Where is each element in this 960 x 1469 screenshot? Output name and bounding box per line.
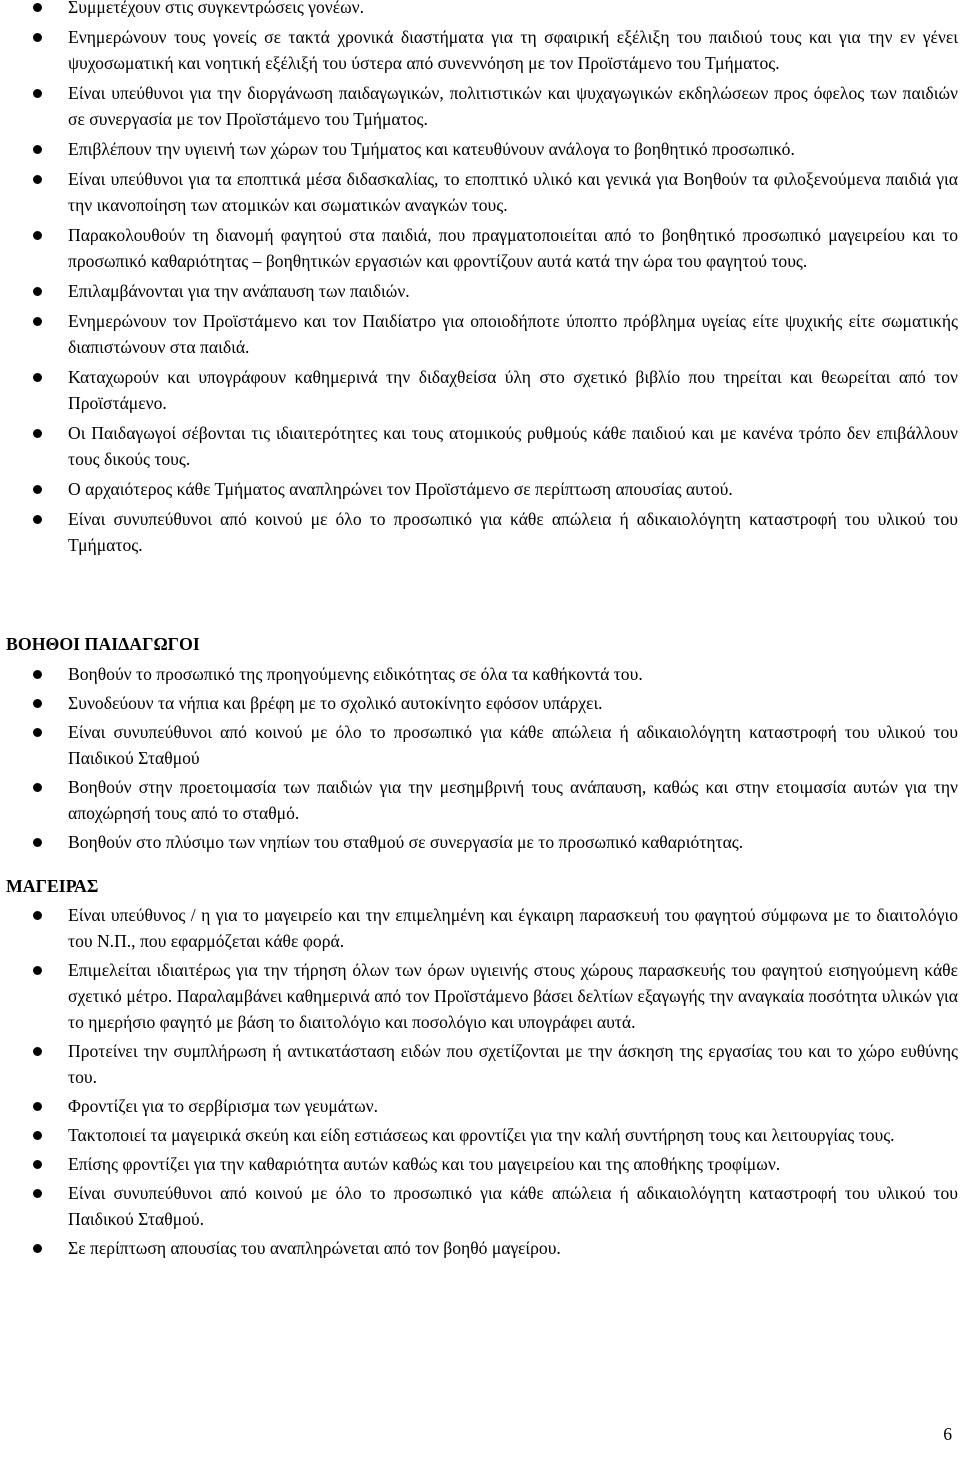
bullet-icon <box>33 1189 42 1198</box>
bullet-icon <box>33 911 42 920</box>
list-item-text: Είναι υπεύθυνοι για τα εποπτικά μέσα διδασκαλίας, το εποπτικό υλικό και γενικά για Βοηθούν τα φιλοξενούμενα παιδιά για την ικανοποίηση των ατομικών και σωματικών αναγκών τους. <box>68 169 958 215</box>
list-item <box>0 166 960 218</box>
list-item-text: Είναι συνυπεύθυνοι από κοινού με όλο το προσωπικό για κάθε απώλεια ή αδικαιολόγητη καταστροφή του υλικού του Τμήματος. <box>68 509 958 555</box>
list-item-text: Επιβλέπουν την υγιεινή των χώρων του Τμήματος και κατευθύνουν ανάλογα το βοηθητικό προσωπικό. <box>68 139 795 159</box>
list-item-text: Ενημερώνουν τον Προϊστάμενο και τον Παιδίατρο για οποιοδήποτε ύποπτο πρόβλημα υγείας είτε ψυχικής είτε σωματικής διαπιστώνουν στα παιδιά. <box>68 311 958 357</box>
list-item-text: Είναι συνυπεύθυνοι από κοινού με όλο το προσωπικό για κάθε απώλεια ή αδικαιολόγητη καταστροφή του υλικού του Παιδικού Σταθμού. <box>68 1183 958 1229</box>
list-item-text: Επίσης φροντίζει για την καθαριότητα αυτών καθώς και του μαγειρείου και της αποθήκης τροφίμων. <box>68 1154 781 1174</box>
list-item-text: Συμμετέχουν στις συγκεντρώσεις γονέων. <box>68 0 365 17</box>
list-item-text: Καταχωρούν και υπογράφουν καθημερινά την διδαχθείσα ύλη στο σχετικό βιβλίο που τηρείται και θεωρείται από τον Προϊστάμενο. <box>68 367 958 413</box>
list-item <box>0 902 960 954</box>
bullet-icon <box>33 145 42 154</box>
list-item <box>0 80 960 132</box>
bullet-icon <box>33 1160 42 1169</box>
list-item-text: Τακτοποιεί τα μαγειρικά σκεύη και είδη εστιάσεως και φροντίζει για την καλή συντήρηση τους και λειτουργίας τους. <box>68 1125 895 1145</box>
bullet-icon <box>33 429 42 438</box>
bullet-icon <box>33 728 42 737</box>
list-item <box>0 278 960 304</box>
list-item <box>0 476 960 502</box>
list-item <box>0 1038 960 1090</box>
list-item <box>0 0 960 20</box>
list-item <box>0 222 960 274</box>
list-item <box>0 24 960 76</box>
bullet-icon <box>33 317 42 326</box>
bullet-list <box>0 902 960 1261</box>
list-item-text: Είναι υπεύθυνοι για την διοργάνωση παιδαγωγικών, πολιτιστικών και ψυχαγωγικών εκδηλώσεων προς όφελος των παιδιών σε συνεργασία με τον Προϊστάμενο του Τμήματος. <box>68 83 958 129</box>
bullet-list <box>0 0 960 558</box>
list-item-text: Ο αρχαιότερος κάθε Τμήματος αναπληρώνει τον Προϊστάμενο σε περίπτωση απουσίας αυτού. <box>68 479 733 499</box>
bullet-icon <box>33 515 42 524</box>
list-item <box>0 1093 960 1119</box>
list-item <box>0 506 960 558</box>
bullet-icon <box>33 373 42 382</box>
bullet-icon <box>33 838 42 847</box>
bullet-icon <box>33 966 42 975</box>
list-item-text: Φροντίζει για το σερβίρισμα των γευμάτων. <box>68 1096 379 1116</box>
list-item-text: Είναι συνυπεύθυνοι από κοινού με όλο το προσωπικό για κάθε απώλεια ή αδικαιολόγητη καταστροφή του υλικού του Παιδικού Σταθμού <box>68 722 958 768</box>
section-cook-list <box>0 902 960 1261</box>
list-item-text: Βοηθούν το προσωπικό της προηγούμενης ειδικότητας σε όλα τα καθήκοντά του. <box>68 664 643 684</box>
bullet-icon <box>33 783 42 792</box>
page-number: 6 <box>943 1424 952 1444</box>
list-item <box>0 774 960 826</box>
bullet-icon <box>33 175 42 184</box>
bullet-icon <box>33 1102 42 1111</box>
bullet-icon <box>33 485 42 494</box>
list-item <box>0 136 960 162</box>
section-duties-list <box>0 0 960 558</box>
bullet-icon <box>33 670 42 679</box>
bullet-icon <box>33 3 42 12</box>
list-item <box>0 1180 960 1232</box>
bullet-icon <box>33 33 42 42</box>
list-item <box>0 957 960 1035</box>
list-item <box>0 690 960 716</box>
bullet-icon <box>33 287 42 296</box>
list-item-text: Σε περίπτωση απουσίας του αναπληρώνεται από τον βοηθό μαγείρου. <box>68 1238 561 1258</box>
list-item-text: Παρακολουθούν τη διανομή φαγητού στα παιδιά, που πραγματοποιείται από το βοηθητικό προσωπικό μαγειρείου και το προσωπικό καθαριότητας – βοηθητικών εργασιών και φροντίζουν αυτά κατά την ώρα του φαγητού τους. <box>68 225 958 271</box>
list-item <box>0 829 960 855</box>
section-assistant-teachers-list <box>0 661 960 855</box>
bullet-icon <box>33 1047 42 1056</box>
list-item <box>0 1122 960 1148</box>
list-item-text: Ενημερώνουν τους γονείς σε τακτά χρονικά διαστήματα για τη σφαιρική εξέλιξη του παιδιού τους και για την εν γένει ψυχοσωματική και νοητική εξέλιξή του ύστερα από συνεννόηση με τον Προϊστάμενο του Τμήματος. <box>68 27 958 73</box>
list-item <box>0 1235 960 1261</box>
list-item-text: Επιμελείται ιδιαιτέρως για την τήρηση όλων των όρων υγιεινής στους χώρους παρασκευής του φαγητού εισηγούμενη κάθε σχετικό μέτρο. Παραλαμβάνει καθημερινά από τον Προϊστάμενο βάσει δελτίων εξαγωγής την αναγκαία ποσότητα υλικών για το ημερήσιο φαγητό με βάση το διαιτολόγιο και ποσολόγιο και υπογράφει αυτά. <box>68 960 958 1032</box>
bullet-icon <box>33 1131 42 1140</box>
bullet-icon <box>33 89 42 98</box>
bullet-icon <box>33 231 42 240</box>
section-heading-cook: ΜΑΓΕΙΡΑΣ <box>6 876 99 896</box>
list-item <box>0 719 960 771</box>
list-item-text: Συνοδεύουν τα νήπια και βρέφη με το σχολικό αυτοκίνητο εφόσον υπάρχει. <box>68 693 603 713</box>
list-item <box>0 364 960 416</box>
list-item-text: Οι Παιδαγωγοί σέβονται τις ιδιαιτερότητες και τους ατομικούς ρυθμούς κάθε παιδιού και με κανένα τρόπο δεν επιβάλλουν τους δικούς τους. <box>68 423 958 469</box>
list-item <box>0 1151 960 1177</box>
bullet-list <box>0 661 960 855</box>
list-item-text: Προτείνει την συμπλήρωση ή αντικατάσταση ειδών που σχετίζονται με την άσκηση της εργασίας του και το χώρο ευθύνης του. <box>68 1041 958 1087</box>
bullet-icon <box>33 699 42 708</box>
section-heading-assistant-teachers: ΒΟΗΘΟΙ ΠΑΙΔΑΓΩΓΟΙ <box>6 634 200 654</box>
list-item-text: Βοηθούν στην προετοιμασία των παιδιών για την μεσημβρινή τους ανάπαυση, καθώς και στην ετοιμασία αυτών για την αποχώρησή τους από το σταθμό. <box>68 777 958 823</box>
list-item <box>0 661 960 687</box>
list-item <box>0 420 960 472</box>
list-item-text: Βοηθούν στο πλύσιμο των νηπίων του σταθμού σε συνεργασία με το προσωπικό καθαριότητας. <box>68 832 744 852</box>
list-item-text: Επιλαμβάνονται για την ανάπαυση των παιδιών. <box>68 281 410 301</box>
list-item-text: Είναι υπεύθυνος / η για το μαγειρείο και την επιμελημένη και έγκαιρη παρασκευή του φαγητού σύμφωνα με το διαιτολόγιο του Ν.Π., που εφαρμόζεται κάθε φορά. <box>68 905 958 951</box>
bullet-icon <box>33 1244 42 1253</box>
list-item <box>0 308 960 360</box>
